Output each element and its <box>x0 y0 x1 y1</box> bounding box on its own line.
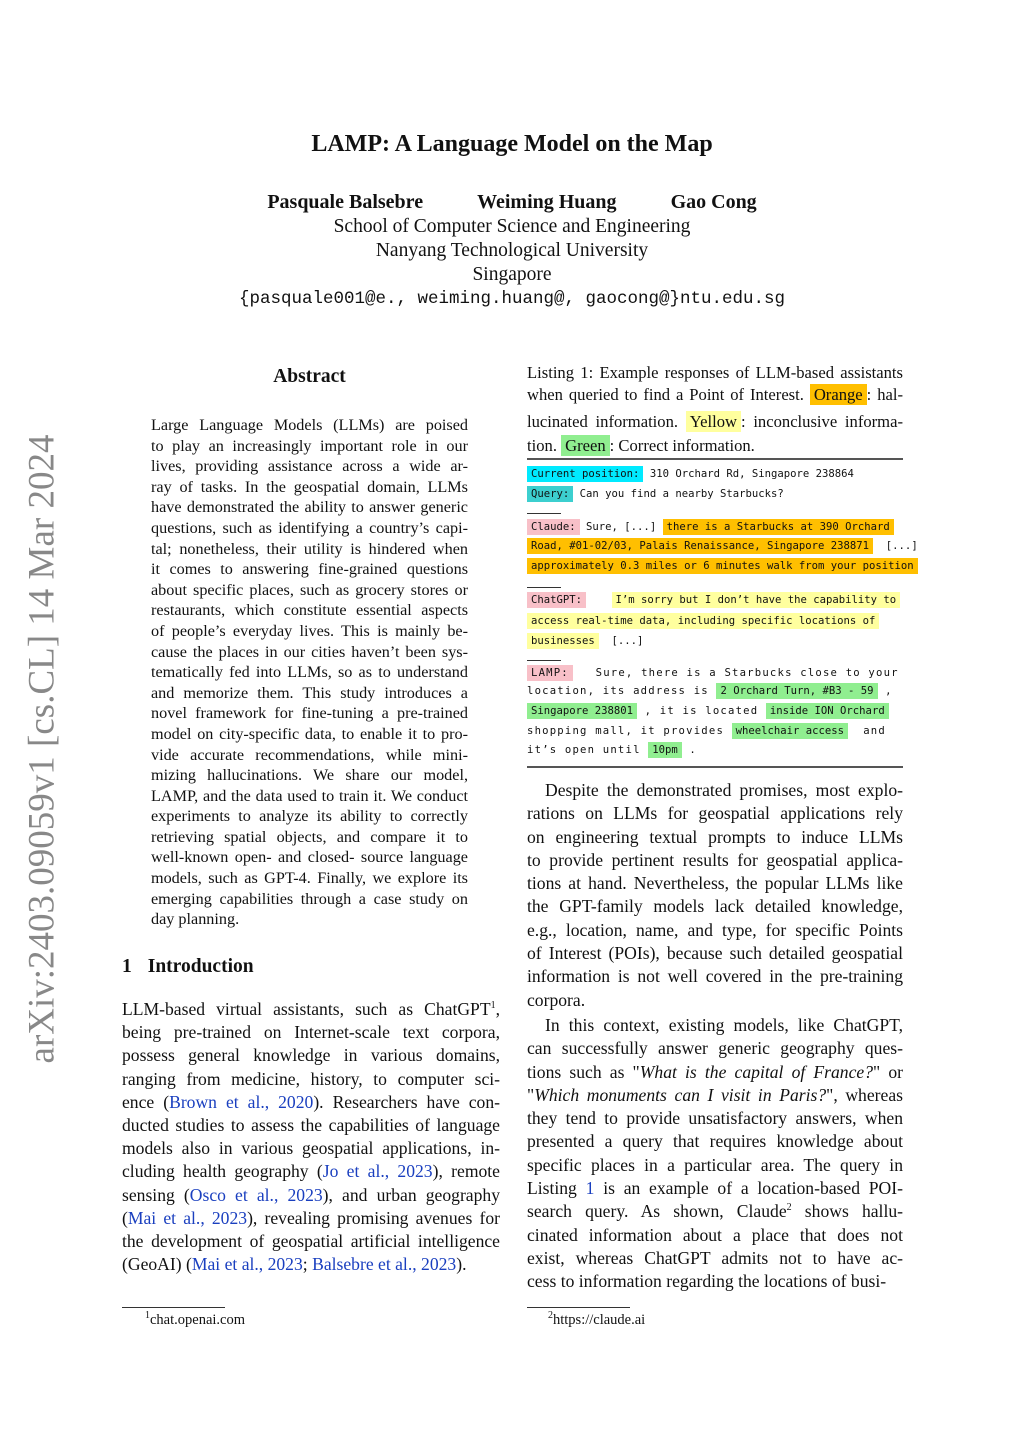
text-span: possess general knowledge in various domains, <box>122 1045 500 1066</box>
text-span: have demonstrated the ability to answer generic <box>151 498 468 517</box>
citation-link[interactable]: 1 <box>585 1178 595 1199</box>
listing-line: Claude: Sure, [...] there is a Starbucks at 390 Orchard <box>527 518 894 536</box>
text-span: model on city-specific data, to enable it to pro- <box>151 724 468 743</box>
text-span: search query. As shown, Claude <box>527 1201 787 1222</box>
text-line <box>151 580 468 601</box>
text-span: ). <box>456 1254 467 1275</box>
text-line <box>122 1091 500 1114</box>
text-span: well-known open- and closed- source language <box>151 848 468 867</box>
text-line <box>122 998 500 1021</box>
separator <box>527 587 561 588</box>
legend-yellow: Yellow <box>686 411 741 432</box>
text-span: models also in various geospatial applications, in- <box>122 1138 500 1159</box>
listing-line: Singapore 238801 , it is located inside ION Orchard <box>527 702 889 720</box>
text-line <box>151 889 468 910</box>
text-line <box>122 1044 500 1067</box>
separator <box>527 660 561 661</box>
text-span: experiments to analyze its ability to correctly <box>151 807 468 826</box>
affiliation-school: School of Computer Science and Engineering <box>333 216 691 237</box>
citation-link[interactable]: Osco et al., 2023 <box>189 1184 323 1205</box>
text-span: to play an increasingly important role in our <box>151 436 468 455</box>
text-span: shows hallu- <box>791 1201 903 1222</box>
text-line <box>151 600 468 621</box>
caption-line: Listing 1: Example responses of LLM-based assistants <box>527 363 903 382</box>
citation-link[interactable]: Mai et al., 2023 <box>127 1207 248 1228</box>
text-line <box>151 621 468 642</box>
text-span: rations on LLMs for geospatial applications rely <box>527 803 903 824</box>
text-line <box>151 539 468 560</box>
text-span: can successfully answer generic geography ques- <box>527 1038 903 1059</box>
text-span: corpora. <box>527 989 586 1010</box>
text-span: cluding health geography ( <box>122 1161 323 1182</box>
body-paragraph <box>527 1014 903 1294</box>
footnote: $^1$chat.openai.com <box>145 1310 246 1328</box>
caption-line: when queried to find a Point of Interest. Orange : hal- <box>527 385 903 404</box>
listing-line: Current position: 310 Orchard Rd, Singapore 238864 <box>527 465 854 483</box>
text-line <box>151 559 468 580</box>
listing-bottom-rule <box>527 766 903 768</box>
text-span: of Interest (POIs), because such detailed geospatial <box>527 943 903 964</box>
text-line <box>151 518 468 539</box>
text-span: novel framework for fine-tuning a pre-trained <box>151 704 468 723</box>
text-line <box>527 1037 903 1060</box>
text-span: and memorize them. This study introduces a <box>151 683 468 702</box>
text-line <box>122 1160 500 1183</box>
author: Weiming Huang <box>477 191 617 213</box>
text-line <box>527 1061 903 1084</box>
text-span: Listing <box>527 1178 586 1199</box>
text-line <box>527 1154 903 1177</box>
citation-link[interactable]: Jo et al., 2023 <box>322 1161 433 1182</box>
text-line <box>122 1230 500 1253</box>
text-span: it comes to answering fine-grained questions <box>151 560 468 579</box>
text-line <box>527 1014 903 1037</box>
text-span: retrieving spatial objects, and compare it to <box>151 827 468 846</box>
text-line <box>527 1107 903 1130</box>
text-line <box>527 826 903 849</box>
intro-paragraph <box>122 998 500 1276</box>
abstract-heading: Abstract <box>273 366 346 387</box>
text-span: ", whereas <box>826 1084 903 1105</box>
text-span: LAMP, and the data used to train it. We conduct <box>151 786 468 805</box>
text-span: ( <box>122 1207 128 1228</box>
text-span: Large Language Models (LLMs) are poised <box>151 416 468 434</box>
text-line <box>151 827 468 848</box>
listing-line: businesses [...] <box>527 632 643 650</box>
text-span: day planning. <box>151 910 240 929</box>
text-line <box>151 415 468 436</box>
paper-title: LAMP: A Language Model on the Map <box>311 131 713 157</box>
text-span: cinated information about a place that does not <box>527 1224 903 1245</box>
text-span: cause the places in our cities haven’t been sys- <box>151 642 468 661</box>
text-span: tematically fed into LLMs, so as to understand <box>151 663 468 682</box>
text-line <box>151 909 468 930</box>
text-span: questions, such as identifying a country’s capi- <box>151 518 468 537</box>
text-span: information is not well covered in the pre-training <box>527 966 903 987</box>
text-line <box>527 1270 903 1293</box>
text-line <box>122 1253 500 1276</box>
text-line <box>527 895 903 918</box>
text-line <box>527 1177 903 1200</box>
affiliation-country: Singapore <box>472 264 552 285</box>
text-span: tal; nonetheless, their utility is hindered when <box>151 539 468 558</box>
footnote-rule <box>122 1307 225 1308</box>
text-span: the GPT-family models lack detailed knowledge, <box>527 896 903 917</box>
text-line <box>151 868 468 889</box>
footnote-mark: 1 <box>490 1000 496 1012</box>
listing-line: approximately 0.3 miles or 6 minutes walk from your position <box>527 557 918 575</box>
footnote-mark: 2 <box>786 1202 792 1214</box>
text-span: being pre-trained on Internet-scale text corpora, <box>122 1022 500 1043</box>
text-line <box>122 1137 500 1160</box>
text-line <box>527 779 903 802</box>
text-line <box>122 1114 500 1137</box>
legend-orange: Orange <box>810 384 867 405</box>
author: Pasquale Balsebre <box>267 191 424 213</box>
text-line <box>527 965 903 988</box>
text-span: What is the capital of France? <box>639 1061 874 1082</box>
text-line <box>527 1084 903 1107</box>
affiliation-university: Nanyang Technological University <box>375 240 649 261</box>
arxiv-identifier: arXiv:2403.09059v1 [cs.CL] 14 Mar 2024 <box>21 434 63 1064</box>
abstract-text <box>151 415 468 930</box>
citation-link[interactable]: Mai et al., 2023 <box>191 1254 303 1275</box>
text-line <box>151 683 468 704</box>
text-line <box>151 765 468 786</box>
text-span: LLM-based virtual assistants, such as ChatGPT <box>122 999 491 1019</box>
legend-green: Green <box>561 435 610 456</box>
text-line <box>151 806 468 827</box>
text-line <box>151 477 468 498</box>
text-line <box>527 1224 903 1247</box>
listing-line: ChatGPT: I’m sorry but I don’t have the capability to <box>527 591 900 609</box>
text-line <box>151 662 468 683</box>
text-span: In this context, existing models, like ChatGPT, <box>545 1015 903 1035</box>
text-span: specific places in a particular area. The query in <box>527 1154 903 1175</box>
text-span: Which monuments can I visit in Paris? <box>534 1084 827 1105</box>
text-span: ducted studies to assess the capabilities of language <box>122 1115 500 1136</box>
text-line <box>151 724 468 745</box>
text-span: vide accurate recommendations, while mini- <box>151 745 468 764</box>
text-line <box>151 642 468 663</box>
text-span: ray of tasks. In the geospatial domain, LLMs <box>151 477 468 496</box>
section-heading <box>122 956 254 978</box>
citation-link[interactable]: Balsebre et al., 2023 <box>312 1254 457 1275</box>
text-span: ), remote <box>432 1161 500 1182</box>
text-span: lives, providing assistance across a wide ar- <box>151 457 468 476</box>
text-span: about specific places, such as grocery stores or <box>151 580 468 599</box>
text-span: , <box>495 999 500 1019</box>
text-line <box>151 847 468 868</box>
author-list <box>0 191 1024 214</box>
text-span: cess to information regarding the locations of busi- <box>527 1271 887 1292</box>
text-span: " or <box>873 1061 903 1082</box>
text-line <box>151 703 468 724</box>
citation-link[interactable]: Brown et al., 2020 <box>169 1091 314 1112</box>
text-line <box>527 802 903 825</box>
listing-line: location, its address is 2 Orchard Turn, #B3 - 59 , <box>527 685 893 697</box>
author-emails: {pasquale001@e., weiming.huang@, gaocong@}ntu.edu.sg <box>238 289 786 309</box>
text-line <box>527 872 903 895</box>
section-number: 1 <box>122 956 132 977</box>
text-line <box>122 1068 500 1091</box>
text-line <box>122 1184 500 1207</box>
text-span: Despite the demonstrated promises, most explo- <box>545 780 903 800</box>
text-line <box>151 456 468 477</box>
text-span: presented a query that requires knowledge about <box>527 1131 903 1152</box>
text-line <box>151 745 468 766</box>
text-span: emerging capabilities through a case study on <box>151 889 468 908</box>
text-span: tions such as " <box>527 1061 640 1082</box>
text-span: ). Researchers have con- <box>313 1091 501 1112</box>
text-span: tions at hand. Nevertheless, the popular LLMs like <box>527 873 903 894</box>
text-line <box>527 989 903 1012</box>
text-span: " <box>527 1084 535 1105</box>
author: Gao Cong <box>670 191 757 213</box>
listing-line: LAMP: Sure, there is a Starbucks close to your <box>527 664 899 682</box>
text-span: sensing ( <box>122 1184 190 1205</box>
caption-line: tion. Green : Correct information. <box>527 436 755 455</box>
section-title: Introduction <box>147 956 254 977</box>
text-span: of people’s everyday lives. This is mainly be- <box>151 621 468 640</box>
text-span: ), revealing promising avenues for <box>247 1207 500 1228</box>
listing-line: access real-time data, including specific locations of <box>527 612 879 630</box>
text-line <box>527 1200 903 1223</box>
text-span: they tend to provide unsatisfactory answers, when <box>527 1108 903 1129</box>
text-span: ence ( <box>122 1091 170 1112</box>
listing-line: Road, #01-02/03, Palais Renaissance, Singapore 238871 [...] <box>527 537 918 555</box>
text-span: models, such as GPT-4. Finally, we explore its <box>151 869 468 888</box>
text-line <box>151 436 468 457</box>
text-line <box>527 1247 903 1270</box>
text-span: exist, whereas ChatGPT admits not to have ac- <box>527 1247 903 1268</box>
footnote-rule <box>527 1307 630 1308</box>
text-span: (GeoAI) ( <box>122 1254 192 1275</box>
text-span: e.g., location, name, and type, for specific Points <box>527 919 903 940</box>
body-paragraph <box>527 779 903 1012</box>
caption-line: lucinated information. Yellow : inconclusive informa- <box>527 412 903 431</box>
listing-top-rule <box>527 458 903 460</box>
text-span: on engineering textual prompts to induce LLMs <box>527 826 903 847</box>
text-line <box>527 919 903 942</box>
text-span: ; <box>302 1254 313 1275</box>
text-line <box>151 497 468 518</box>
text-line <box>122 1207 500 1230</box>
text-line <box>527 1130 903 1153</box>
text-span: to provide pertinent results for geospatial applica- <box>527 849 903 870</box>
listing-line: it’s open until 10pm . <box>527 744 697 756</box>
text-span: mizing hallucinations. We share our model, <box>151 766 468 785</box>
text-line <box>527 849 903 872</box>
text-line <box>527 942 903 965</box>
separator <box>527 513 561 514</box>
text-line <box>122 1021 500 1044</box>
listing-line: Query: Can you find a nearby Starbucks? <box>527 485 784 503</box>
listing-line: shopping mall, it provides wheelchair access and <box>527 725 886 737</box>
footnote: $^2$https://claude.ai <box>548 1310 646 1328</box>
text-line <box>151 786 468 807</box>
text-span: ), and urban geography <box>322 1184 501 1205</box>
text-span: restaurants, which constitute essential aspects <box>151 601 468 620</box>
text-span: ranging from medicine, history, to computer sci- <box>122 1068 500 1089</box>
text-span: is an example of a location-based POI- <box>594 1178 903 1199</box>
text-span: the development of geospatial artificial intelligence <box>122 1231 500 1252</box>
